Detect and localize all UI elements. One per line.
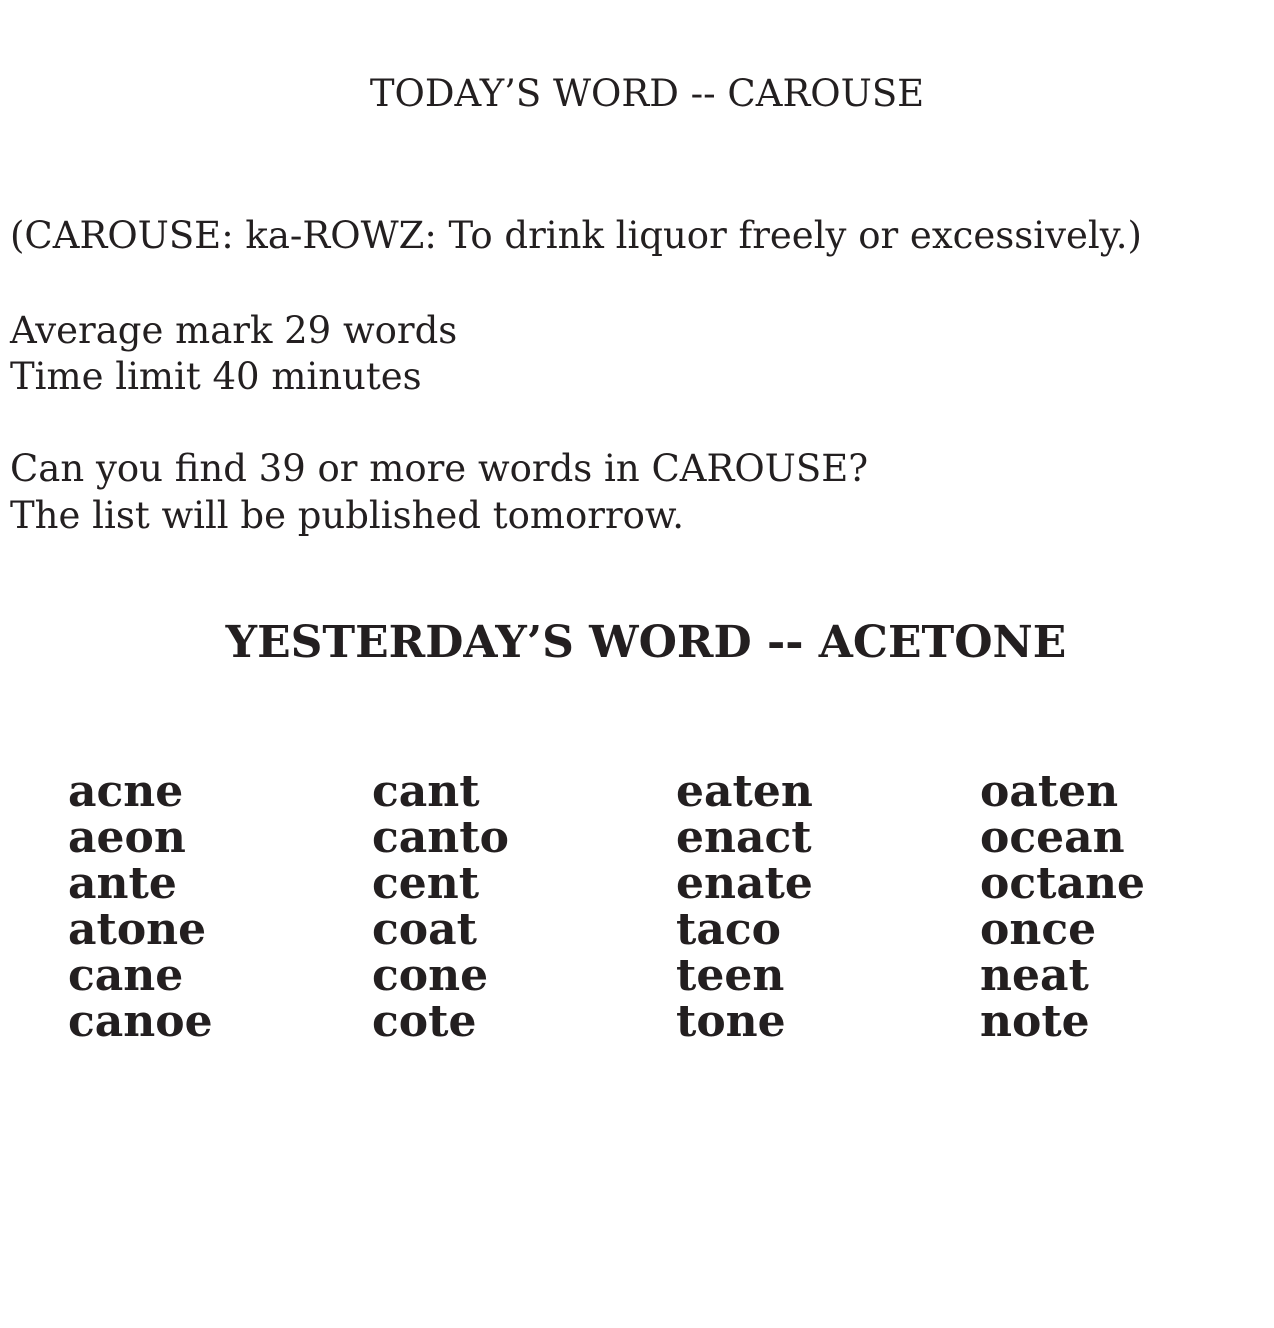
time-limit: Time limit 40 minutes — [10, 355, 422, 398]
answer-word: neat — [980, 950, 1089, 1001]
answer-word: eaten — [676, 766, 813, 817]
answer-word: acne — [68, 766, 184, 817]
answer-word: taco — [676, 904, 781, 955]
answer-word: coat — [372, 904, 477, 955]
answer-word: cent — [372, 858, 480, 909]
answer-word: tone — [676, 996, 786, 1047]
challenge-question: Can you find 39 or more words in CAROUSE? — [10, 447, 869, 490]
answer-word: octane — [980, 858, 1145, 909]
answer-word: enact — [676, 812, 812, 863]
answer-word: note — [980, 996, 1090, 1047]
yesterdays-word-heading: YESTERDAY’S WORD -- ACETONE — [225, 617, 1067, 668]
challenge-text — [10, 445, 868, 539]
word-column-1 — [68, 766, 358, 1047]
answer-word: oaten — [980, 766, 1119, 817]
word-column-2 — [372, 766, 662, 1047]
answer-word: cone — [372, 950, 489, 1001]
answer-word: once — [980, 904, 1097, 955]
answer-word: canto — [372, 812, 509, 863]
answer-word: canoe — [68, 996, 213, 1047]
answer-word-grid — [68, 766, 1258, 1049]
answer-word: cote — [372, 996, 477, 1047]
word-definition: (CAROUSE: ka-ROWZ: To drink liquor freely or excessively.) — [10, 214, 1142, 257]
answer-word: ante — [68, 858, 177, 909]
answer-word: enate — [676, 858, 813, 909]
word-column-4 — [980, 766, 1270, 1047]
answer-word: teen — [676, 950, 785, 1001]
answer-word: cant — [372, 766, 480, 817]
average-mark: Average mark 29 words — [10, 309, 458, 352]
word-column-3 — [676, 766, 966, 1047]
publish-note: The list will be published tomorrow. — [10, 494, 684, 537]
todays-word-heading: TODAY’S WORD -- CAROUSE — [369, 72, 925, 115]
answer-word: aeon — [68, 812, 186, 863]
puzzle-stats — [10, 308, 457, 400]
answer-word: ocean — [980, 812, 1125, 863]
answer-word: atone — [68, 904, 207, 955]
answer-word: cane — [68, 950, 184, 1001]
